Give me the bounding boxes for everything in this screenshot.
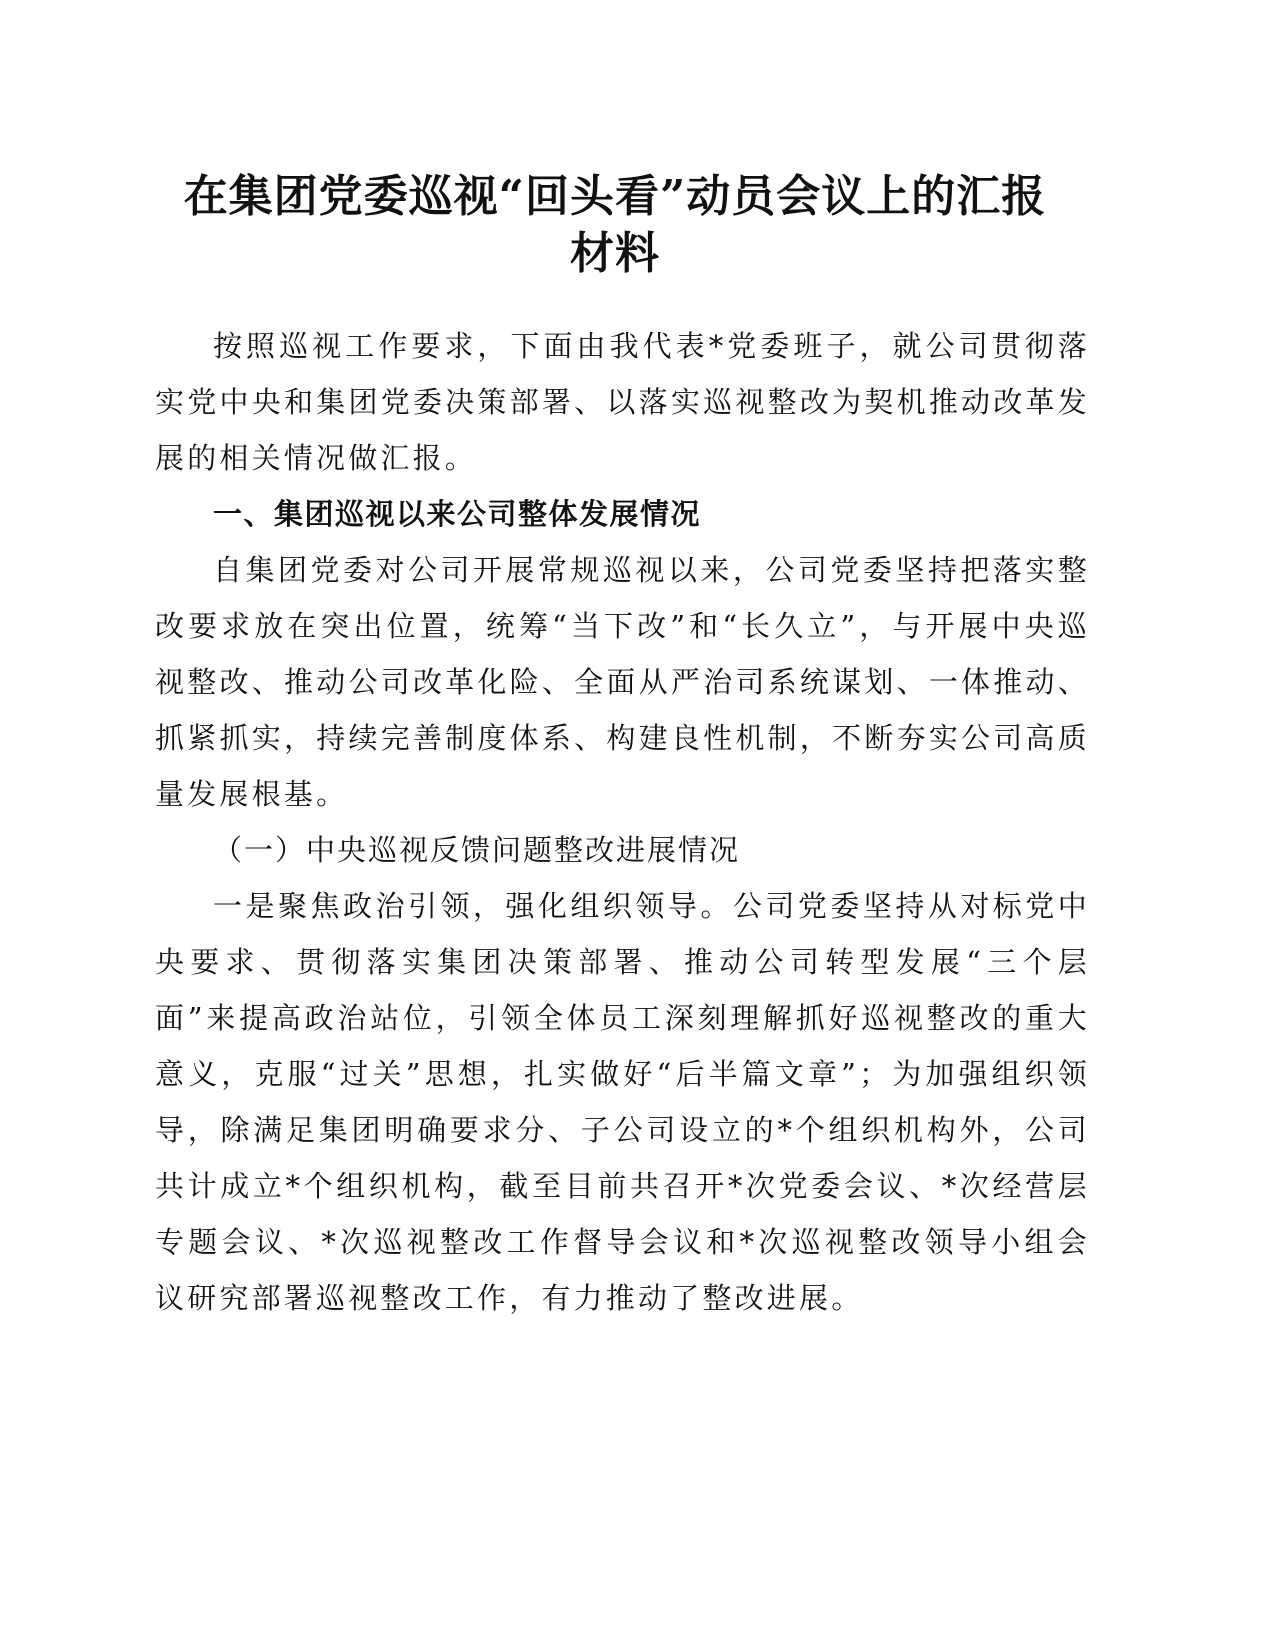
intro-paragraph: 按照巡视工作要求，下面由我代表*党委班子，就公司贯彻落实党中央和集团党委决策部署、以落实巡视整改为契机推动改革发展的相关情况做汇报。 <box>155 329 1090 475</box>
section-1-paragraph: 自集团党委对公司开展常规巡视以来，公司党委坚持把落实整改要求放在突出位置，统筹“当下改”和“长久立”，与开展中央巡视整改、推动公司改革化险、全面从严治司系统谋划、一体推动、抓紧抓实，持续完善制度体系、构建良性机制，不断夯实公司高质量发展根基。 <box>155 553 1090 811</box>
section-heading-1: 一、集团巡视以来公司整体发展情况 <box>213 497 702 531</box>
subsection-heading-1: （一）中央巡视反馈问题整改进展情况 <box>213 833 741 867</box>
document-title <box>150 168 1080 282</box>
title-line-1: 在集团党委巡视“回头看”动员会议上的汇报 <box>183 171 1047 222</box>
subsection-1-paragraph: 一是聚焦政治引领，强化组织领导。公司党委坚持从对标党中央要求、贯彻落实集团决策部署、推动公司转型发展“三个层面”来提高政治站位，引领全体员工深刻理解抓好巡视整改的重大意义，克服“过关”思想，扎实做好“后半篇文章”；为加强组织领导，除满足集团明确要求分、子公司设立的*个组织机构外，公司共计成立*个组织机构，截至目前共召开*次党委会议、*次经营层专题会议、*次巡视整改工作督导会议和*次巡视整改领导小组会议研究部署巡视整改工作，有力推动了整改进展。 <box>155 889 1090 1315</box>
document-body <box>155 318 1090 1326</box>
title-line-2: 材料 <box>570 228 660 279</box>
